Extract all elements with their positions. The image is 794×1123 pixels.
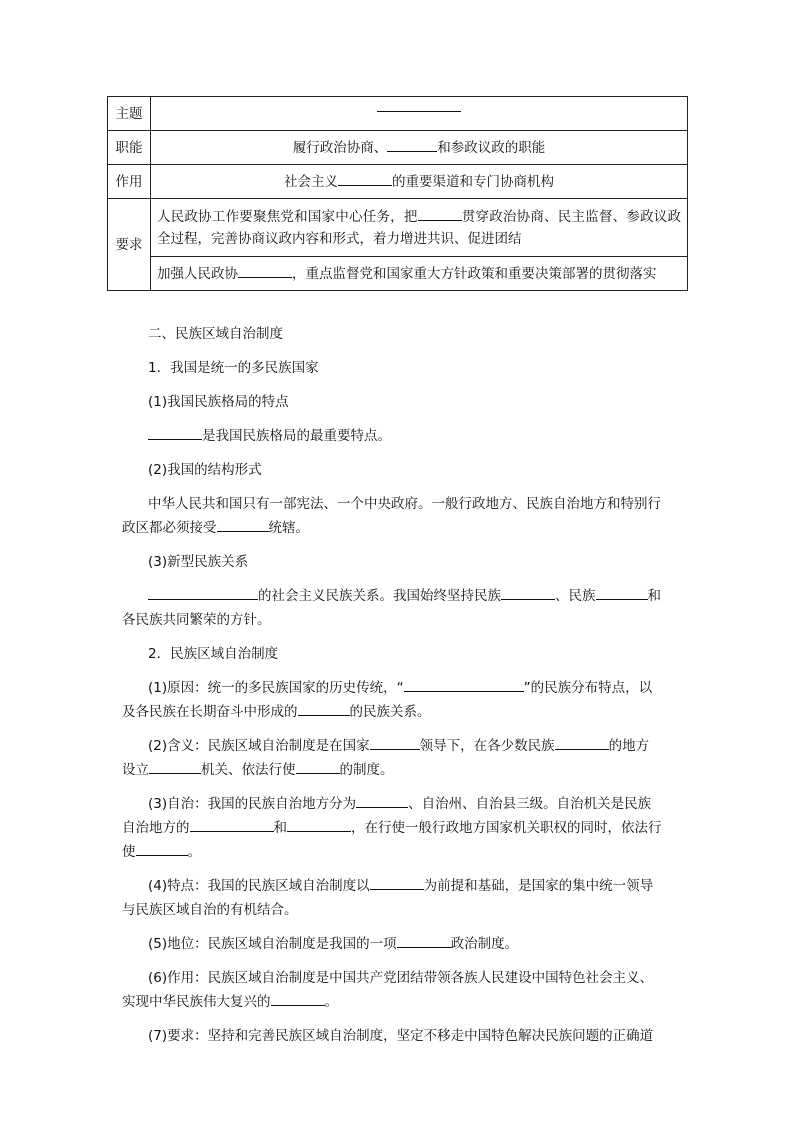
table-cell-theme [151,97,688,131]
text: 自治地方的 [122,820,190,836]
section-title: 二、民族区域自治制度 [148,326,283,342]
q1-line2 [122,700,650,725]
text: 为前提和基础，是国家的集中统一领导 [423,878,654,894]
table-label-requirement: 要求 [108,199,151,291]
subsection-2-title: 2．民族区域自治制度 [148,646,279,662]
text: 机关、依法行使 [201,762,296,778]
blank[interactable] [190,816,274,832]
blank[interactable] [148,424,202,440]
text: 、民族 [555,588,596,604]
blank[interactable] [370,874,424,890]
p3-line2: 各民族共同繁荣的方针。 [122,612,271,628]
p1-line [148,424,676,449]
table-label-function: 职能 [108,131,151,165]
text: 及各民族在长期奋斗中形成的 [122,704,298,720]
blank[interactable] [217,516,269,532]
text: 履行政治协商、 [292,140,388,156]
text: (5)地位：民族区域自治制度是我国的一项 [148,936,397,952]
text: ，在行使一般行政地方国家机关职权的同时，依法行 [351,820,662,836]
blank[interactable] [387,136,437,152]
text: 实现中华民族伟大复兴的 [122,994,271,1010]
text: 贯穿政治协商、民主监督、参政议政全过程，完善协商议政内容和形式，着力增进共识、促进团结 [157,209,682,247]
blank[interactable] [238,262,292,278]
text: 的社会主义民族关系。我国始终坚持民族 [258,588,501,604]
q2-line2 [122,758,650,783]
text: 的重要渠道和专门协商机构 [392,174,554,190]
table-cell-function [151,131,688,165]
blank[interactable] [356,792,408,808]
p2-line1-text: 中华人民共和国只有一部宪法、一个中央政府。一般行政地方、民族自治地方和特别行 [148,496,661,512]
q7-line1: (7)要求：坚持和完善民族区域自治制度，坚定不移走中国特色解决民族问题的正确道 [148,1028,654,1044]
table-cell-role [151,165,688,199]
text: 政区都必须接受 [122,520,217,536]
q3-line1 [148,792,688,817]
blank[interactable] [296,758,340,774]
q3-line2 [122,816,682,841]
text: 设立 [122,762,149,778]
text: (3)自治：我国的民族自治地方分为 [148,796,357,812]
subsection-1-title: 1．我国是统一的多民族国家 [148,360,319,376]
blank[interactable] [148,584,258,600]
p3-title: (3)新型民族关系 [148,554,249,570]
text: 和 [273,820,287,836]
blank[interactable] [370,734,420,750]
blank[interactable] [418,205,462,221]
blank[interactable] [338,170,392,186]
q6-line1: (6)作用：民族区域自治制度是中国共产党团结带领各族人民建设中国特色社会主义、 [148,970,654,986]
table-label-role: 作用 [108,165,151,199]
table-label-theme: 主题 [108,97,151,131]
text: 的制度。 [339,762,394,778]
text: 加强人民政协 [157,266,238,282]
text: 的地方 [608,738,650,754]
q6-line2 [122,990,650,1015]
text: 、自治州、自治县三级。自治机关是民族 [408,796,652,812]
table-cell-requirement-b [151,257,688,291]
text: 使 [122,844,136,860]
p2-title: (2)我国的结构形式 [148,462,262,478]
blank[interactable] [287,816,351,832]
blank[interactable] [555,734,609,750]
q4-line2: 与民族区域自治的有机结合。 [122,902,298,918]
text: ，重点监督党和国家重大方针政策和重要决策部署的贯彻落实 [292,266,657,282]
blank[interactable] [501,584,555,600]
text: 社会主义 [284,174,338,190]
text: 统辖。 [268,520,309,536]
text: 。 [187,844,201,860]
text: (4)特点：我国的民族区域自治制度以 [148,878,370,894]
q5-line [148,932,676,957]
q4-line1 [148,874,688,899]
text: ”的民族分布特点，以 [523,680,653,696]
table-cell-requirement-a [151,199,688,257]
text: 领导下，在各少数民族 [419,738,555,754]
text: 和 [647,588,661,604]
blank[interactable] [377,96,461,112]
q1-line1 [148,676,688,701]
text: 和参政议政的职能 [437,140,546,156]
cppcc-table [107,96,688,291]
text: 是我国民族格局的最重要特点。 [202,428,391,444]
blank[interactable] [271,990,325,1006]
blank[interactable] [397,932,451,948]
text: (2)含义：民族区域自治制度是在国家 [148,738,370,754]
text: 人民政协工作要聚焦党和国家中心任务，把 [157,209,418,225]
blank[interactable] [404,676,524,692]
blank[interactable] [596,584,648,600]
q2-line1 [148,734,688,759]
p2-line2 [122,516,650,541]
text: 政治制度。 [450,936,519,952]
q3-line3 [122,840,650,865]
text: 。 [324,994,338,1010]
p3-line1 [148,584,688,609]
text: 的民族关系。 [349,704,431,720]
blank[interactable] [298,700,350,716]
text: (1)原因：统一的多民族国家的历史传统，“ [148,680,404,696]
p1-title: (1)我国民族格局的特点 [148,394,289,410]
blank[interactable] [136,840,188,856]
blank[interactable] [149,758,201,774]
